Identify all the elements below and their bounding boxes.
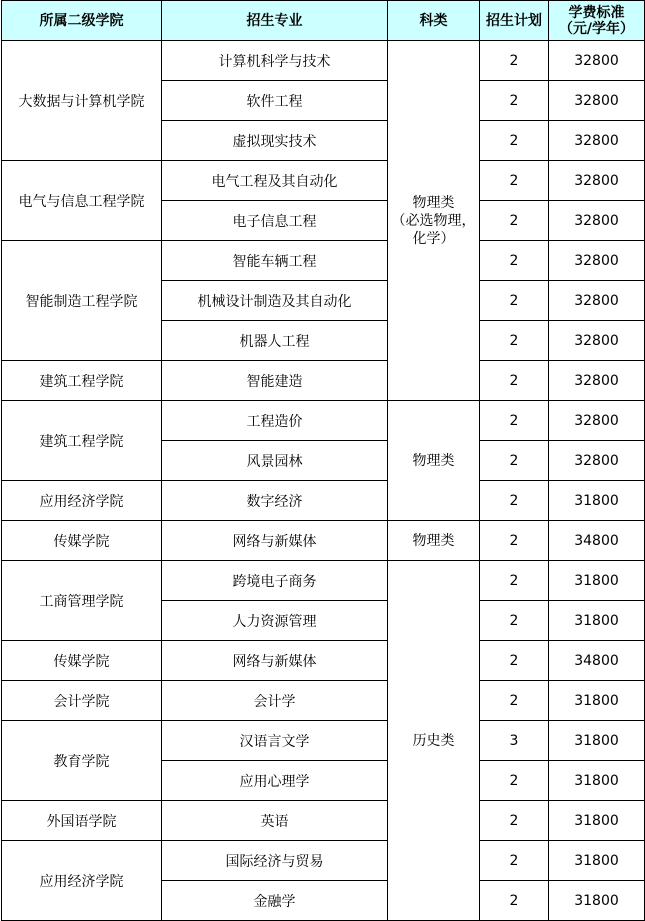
plan-cell: 2 bbox=[480, 281, 549, 321]
table-row bbox=[2, 481, 645, 521]
major-cell: 网络与新媒体 bbox=[162, 521, 388, 561]
fee-cell: 31800 bbox=[549, 681, 645, 721]
plan-cell: 2 bbox=[480, 841, 549, 881]
college-cell: 大数据与计算机学院 bbox=[2, 41, 162, 161]
plan-cell: 3 bbox=[480, 721, 549, 761]
fee-cell: 31800 bbox=[549, 721, 645, 761]
major-cell: 会计学 bbox=[162, 681, 388, 721]
major-cell: 智能建造 bbox=[162, 361, 388, 401]
fee-cell: 32800 bbox=[549, 81, 645, 121]
table-row bbox=[2, 641, 645, 681]
major-cell: 汉语言文学 bbox=[162, 721, 388, 761]
header-major: 招生专业 bbox=[162, 1, 388, 41]
plan-cell: 2 bbox=[480, 801, 549, 841]
header-plan: 招生计划 bbox=[480, 1, 549, 41]
college-cell: 电气与信息工程学院 bbox=[2, 161, 162, 241]
table-row bbox=[2, 681, 645, 721]
major-cell: 软件工程 bbox=[162, 81, 388, 121]
major-cell: 电子信息工程 bbox=[162, 201, 388, 241]
major-cell: 数字经济 bbox=[162, 481, 388, 521]
fee-cell: 31800 bbox=[549, 761, 645, 801]
table-row bbox=[2, 361, 645, 401]
plan-cell: 2 bbox=[480, 401, 549, 441]
header-fee-line1: 学费标准 bbox=[568, 4, 625, 21]
major-cell: 跨境电子商务 bbox=[162, 561, 388, 601]
table-row bbox=[2, 241, 645, 281]
major-cell: 网络与新媒体 bbox=[162, 641, 388, 681]
plan-cell: 2 bbox=[480, 521, 549, 561]
fee-cell: 32800 bbox=[549, 401, 645, 441]
header-category: 科类 bbox=[388, 1, 480, 41]
college-cell: 外国语学院 bbox=[2, 801, 162, 841]
table-row bbox=[2, 841, 645, 881]
table-row bbox=[2, 401, 645, 441]
major-cell: 英语 bbox=[162, 801, 388, 841]
header-fee bbox=[549, 1, 645, 41]
table-row bbox=[2, 561, 645, 601]
college-cell: 建筑工程学院 bbox=[2, 401, 162, 481]
fee-cell: 31800 bbox=[549, 561, 645, 601]
fee-cell: 34800 bbox=[549, 641, 645, 681]
college-cell: 建筑工程学院 bbox=[2, 361, 162, 401]
table-row bbox=[2, 721, 645, 761]
major-cell: 虚拟现实技术 bbox=[162, 121, 388, 161]
header-college: 所属二级学院 bbox=[2, 1, 162, 41]
category-cell: 物理类 （必选物理，化学） bbox=[388, 41, 480, 401]
plan-cell: 2 bbox=[480, 641, 549, 681]
category-cell: 物理类 bbox=[388, 521, 480, 561]
table-row bbox=[2, 801, 645, 841]
college-cell: 应用经济学院 bbox=[2, 841, 162, 921]
plan-cell: 2 bbox=[480, 441, 549, 481]
plan-cell: 2 bbox=[480, 81, 549, 121]
college-cell: 教育学院 bbox=[2, 721, 162, 801]
college-cell: 传媒学院 bbox=[2, 521, 162, 561]
fee-cell: 31800 bbox=[549, 801, 645, 841]
plan-cell: 2 bbox=[480, 681, 549, 721]
table-header-row bbox=[2, 1, 645, 41]
fee-cell: 32800 bbox=[549, 281, 645, 321]
plan-cell: 2 bbox=[480, 241, 549, 281]
fee-cell: 32800 bbox=[549, 41, 645, 81]
fee-cell: 31800 bbox=[549, 481, 645, 521]
major-cell: 人力资源管理 bbox=[162, 601, 388, 641]
plan-cell: 2 bbox=[480, 561, 549, 601]
major-cell: 应用心理学 bbox=[162, 761, 388, 801]
major-cell: 电气工程及其自动化 bbox=[162, 161, 388, 201]
plan-cell: 2 bbox=[480, 321, 549, 361]
header-fee-line2: （元/学年） bbox=[558, 20, 635, 37]
plan-cell: 2 bbox=[480, 601, 549, 641]
fee-cell: 31800 bbox=[549, 601, 645, 641]
college-cell: 智能制造工程学院 bbox=[2, 241, 162, 361]
table-row bbox=[2, 521, 645, 561]
major-cell: 风景园林 bbox=[162, 441, 388, 481]
fee-cell: 32800 bbox=[549, 161, 645, 201]
plan-cell: 2 bbox=[480, 41, 549, 81]
category-cell: 历史类 bbox=[388, 561, 480, 921]
college-cell: 传媒学院 bbox=[2, 641, 162, 681]
plan-cell: 2 bbox=[480, 121, 549, 161]
fee-cell: 34800 bbox=[549, 521, 645, 561]
category-cell: 物理类 bbox=[388, 401, 480, 521]
table-row bbox=[2, 41, 645, 81]
college-cell: 工商管理学院 bbox=[2, 561, 162, 641]
college-cell: 应用经济学院 bbox=[2, 481, 162, 521]
major-cell: 智能车辆工程 bbox=[162, 241, 388, 281]
major-cell: 金融学 bbox=[162, 881, 388, 921]
major-cell: 机器人工程 bbox=[162, 321, 388, 361]
plan-cell: 2 bbox=[480, 881, 549, 921]
major-cell: 计算机科学与技术 bbox=[162, 41, 388, 81]
enrollment-table bbox=[1, 0, 645, 921]
major-cell: 国际经济与贸易 bbox=[162, 841, 388, 881]
fee-cell: 32800 bbox=[549, 361, 645, 401]
fee-cell: 32800 bbox=[549, 201, 645, 241]
plan-cell: 2 bbox=[480, 161, 549, 201]
plan-cell: 2 bbox=[480, 201, 549, 241]
fee-cell: 32800 bbox=[549, 321, 645, 361]
college-cell: 会计学院 bbox=[2, 681, 162, 721]
fee-cell: 32800 bbox=[549, 441, 645, 481]
plan-cell: 2 bbox=[480, 361, 549, 401]
plan-cell: 2 bbox=[480, 481, 549, 521]
fee-cell: 31800 bbox=[549, 841, 645, 881]
plan-cell: 2 bbox=[480, 761, 549, 801]
fee-cell: 32800 bbox=[549, 241, 645, 281]
major-cell: 机械设计制造及其自动化 bbox=[162, 281, 388, 321]
fee-cell: 32800 bbox=[549, 121, 645, 161]
major-cell: 工程造价 bbox=[162, 401, 388, 441]
fee-cell: 31800 bbox=[549, 881, 645, 921]
table-row bbox=[2, 161, 645, 201]
